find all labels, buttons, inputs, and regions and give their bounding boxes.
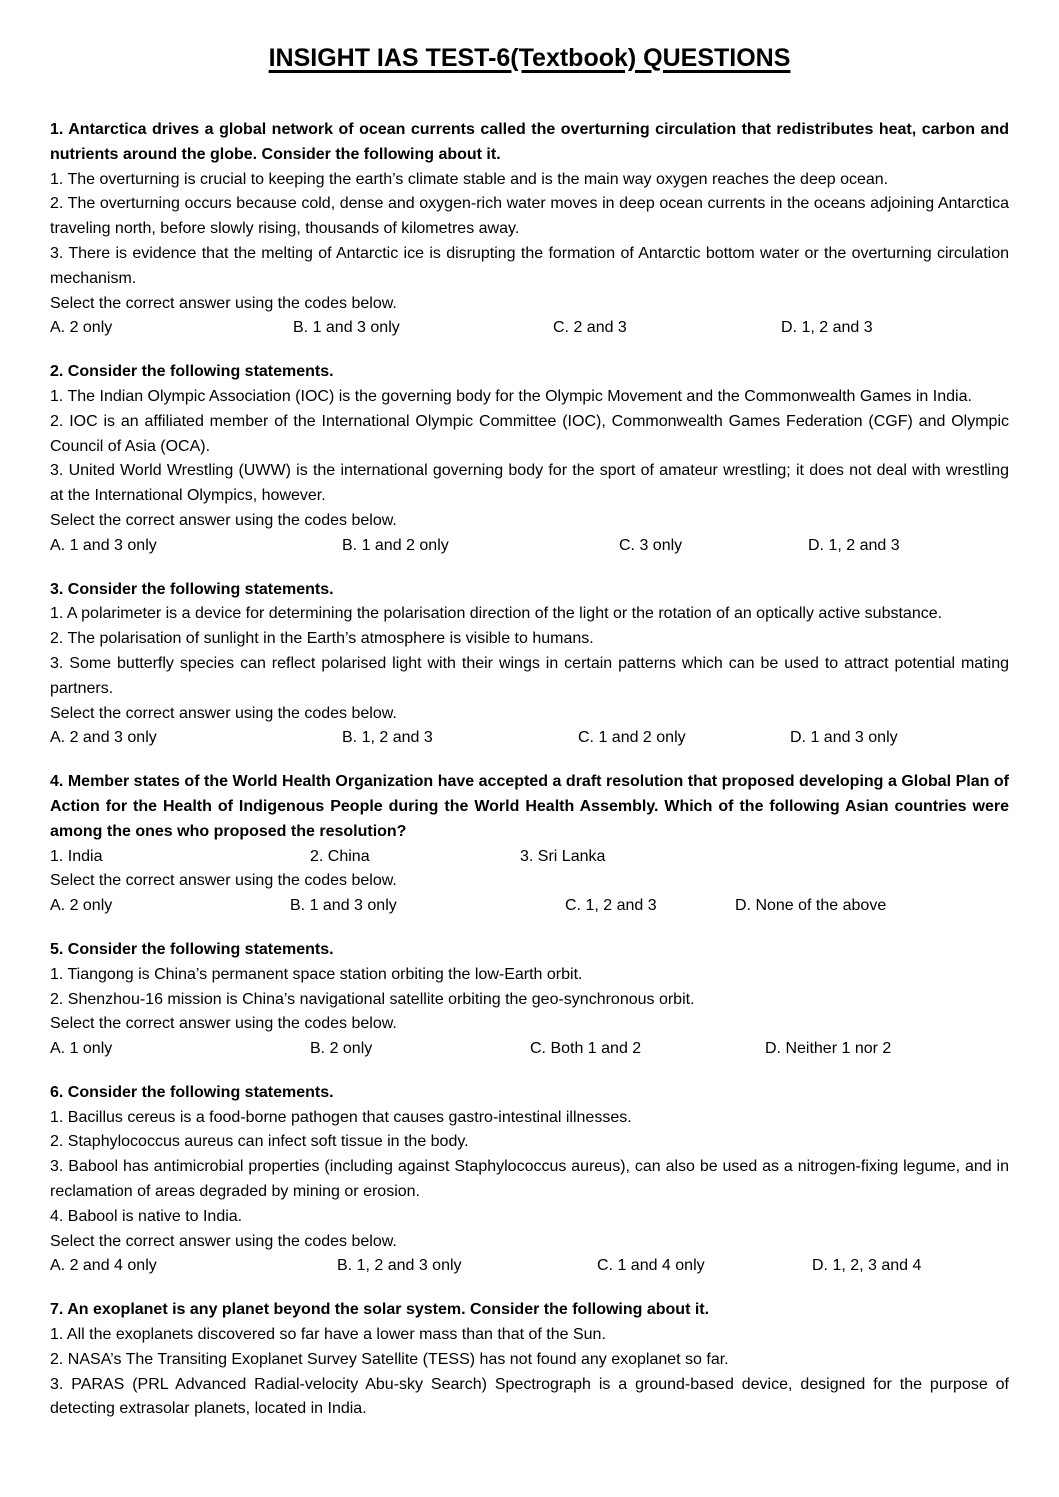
question-5-option-d: D. Neither 1 nor 2 xyxy=(765,1040,892,1058)
question-1-statement-1: 1. The overturning is crucial to keeping the earth’s climate stable and is the main way oxygen reaches the deep ocean. xyxy=(50,170,889,188)
question-4 xyxy=(50,770,1009,919)
question-6 xyxy=(50,1081,1009,1279)
question-6-statement-3: 3. Babool has antimicrobial properties (including against Staphylococcus aureus), can also be used as a nitrogen-fixing legume, and in reclamation of areas degraded by mining or erosion. xyxy=(50,1158,1009,1201)
question-2-statement-1: 1. The Indian Olympic Association (IOC) is the governing body for the Olympic Movement and the Commonwealth Games in India. xyxy=(50,387,972,405)
question-5 xyxy=(50,938,1009,1062)
question-6-stem: 6. Consider the following statements. xyxy=(50,1083,334,1101)
question-7-statement-2: 2. NASA’s The Transiting Exoplanet Survey Satellite (TESS) has not found any exoplanet so far. xyxy=(50,1350,729,1368)
question-7-statement-1: 1. All the exoplanets discovered so far have a lower mass than that of the Sun. xyxy=(50,1326,606,1344)
question-4-item-1: 1. India xyxy=(50,847,103,865)
question-5-stem: 5. Consider the following statements. xyxy=(50,940,334,958)
question-4-option-c: C. 1, 2 and 3 xyxy=(565,897,657,915)
question-5-options-row xyxy=(50,1037,1009,1062)
question-3-stem: 3. Consider the following statements. xyxy=(50,580,334,598)
question-6-option-c: C. 1 and 4 only xyxy=(597,1257,705,1275)
question-6-option-d: D. 1, 2, 3 and 4 xyxy=(812,1257,922,1275)
question-1-options-row xyxy=(50,316,1009,341)
question-4-items-row xyxy=(50,845,1009,870)
question-4-item-2: 2. China xyxy=(310,847,370,865)
question-6-option-b: B. 1, 2 and 3 only xyxy=(337,1257,462,1275)
question-1-option-d: D. 1, 2 and 3 xyxy=(781,319,873,337)
question-2-select-prompt: Select the correct answer using the codes below. xyxy=(50,511,397,529)
question-2-statement-3: 3. United World Wrestling (UWW) is the international governing body for the sport of amateur wrestling; it does not deal with wrestling at the International Olympics, however. xyxy=(50,462,1009,505)
question-2-options-row xyxy=(50,534,1009,559)
question-4-option-a: A. 2 only xyxy=(50,897,113,915)
question-2-option-b: B. 1 and 2 only xyxy=(342,536,449,554)
question-1-statement-2: 2. The overturning occurs because cold, dense and oxygen-rich water moves in deep ocean currents in the oceans adjoining Antarctica traveling north, before slowly rising, thousands of kilometres away. xyxy=(50,195,1009,238)
question-4-option-b: B. 1 and 3 only xyxy=(290,897,397,915)
question-2-statement-2: 2. IOC is an affiliated member of the International Olympic Committee (IOC), Commonwealth Games Federation (CGF) and Olympic Council of Asia (OCA). xyxy=(50,412,1009,455)
question-5-option-b: B. 2 only xyxy=(310,1040,373,1058)
question-2 xyxy=(50,360,1009,558)
question-1 xyxy=(50,118,1009,341)
question-3-statement-3: 3. Some butterfly species can reflect polarised light with their wings in certain patterns which can be used to attract potential mating partners. xyxy=(50,654,1009,697)
question-3-option-d: D. 1 and 3 only xyxy=(790,729,898,747)
question-2-option-d: D. 1, 2 and 3 xyxy=(808,536,900,554)
question-6-options-row xyxy=(50,1254,1009,1279)
question-6-statement-2: 2. Staphylococcus aureus can infect soft tissue in the body. xyxy=(50,1133,469,1151)
question-4-stem: 4. Member states of the World Health Organization have accepted a draft resolution that proposed developing a Global Plan of Action for the Health of Indigenous People during the World Health Assembly. Which of the following Asian countries were among the ones who proposed the resolution? xyxy=(50,773,1009,840)
question-6-statement-1: 1. Bacillus cereus is a food-borne pathogen that causes gastro-intestinal illnesses. xyxy=(50,1108,632,1126)
question-5-option-a: A. 1 only xyxy=(50,1040,113,1058)
question-7-stem: 7. An exoplanet is any planet beyond the solar system. Consider the following about it. xyxy=(50,1301,710,1319)
question-2-option-c: C. 3 only xyxy=(619,536,683,554)
question-3 xyxy=(50,578,1009,752)
question-2-option-a: A. 1 and 3 only xyxy=(50,536,157,554)
question-1-option-a: A. 2 only xyxy=(50,319,113,337)
question-7 xyxy=(50,1298,1009,1422)
question-3-select-prompt: Select the correct answer using the codes below. xyxy=(50,704,397,722)
question-4-select-prompt: Select the correct answer using the codes below. xyxy=(50,872,397,890)
question-7-statement-3: 3. PARAS (PRL Advanced Radial-velocity Abu-sky Search) Spectrograph is a ground-based device, designed for the purpose of detecting extrasolar planets, located in India. xyxy=(50,1375,1009,1418)
question-2-stem: 2. Consider the following statements. xyxy=(50,363,334,381)
question-3-statement-2: 2. The polarisation of sunlight in the Earth’s atmosphere is visible to humans. xyxy=(50,630,594,648)
question-1-option-c: C. 2 and 3 xyxy=(553,319,627,337)
page-title-text: INSIGHT IAS TEST-6(Textbook) QUESTIONS xyxy=(268,44,791,72)
question-1-stem: 1. Antarctica drives a global network of ocean currents called the overturning circulation that redistributes heat, carbon and nutrients around the globe. Consider the following about it. xyxy=(50,121,1009,163)
question-5-statement-2: 2. Shenzhou-16 mission is China’s navigational satellite orbiting the geo-synchronous orbit. xyxy=(50,990,695,1008)
question-3-option-a: A. 2 and 3 only xyxy=(50,729,157,747)
question-1-select-prompt: Select the correct answer using the codes below. xyxy=(50,294,397,312)
question-4-item-3: 3. Sri Lanka xyxy=(520,847,606,865)
question-1-option-b: B. 1 and 3 only xyxy=(293,319,400,337)
page-title xyxy=(50,42,1009,75)
question-3-statement-1: 1. A polarimeter is a device for determining the polarisation direction of the light or the rotation of an optically active substance. xyxy=(50,605,943,623)
question-5-option-c: C. Both 1 and 2 xyxy=(530,1040,642,1058)
question-3-option-b: B. 1, 2 and 3 xyxy=(342,729,433,747)
question-6-option-a: A. 2 and 4 only xyxy=(50,1257,157,1275)
question-4-options-row xyxy=(50,894,1009,919)
question-5-statement-1: 1. Tiangong is China’s permanent space station orbiting the low-Earth orbit. xyxy=(50,965,583,983)
question-1-statement-3: 3. There is evidence that the melting of Antarctic ice is disrupting the formation of Antarctic bottom water or the overturning circulation mechanism. xyxy=(50,244,1009,287)
question-3-option-c: C. 1 and 2 only xyxy=(578,729,686,747)
question-6-statement-4: 4. Babool is native to India. xyxy=(50,1207,243,1225)
question-6-select-prompt: Select the correct answer using the codes below. xyxy=(50,1232,397,1250)
question-5-select-prompt: Select the correct answer using the codes below. xyxy=(50,1015,397,1033)
question-4-option-d: D. None of the above xyxy=(735,897,887,915)
question-3-options-row xyxy=(50,726,1009,751)
